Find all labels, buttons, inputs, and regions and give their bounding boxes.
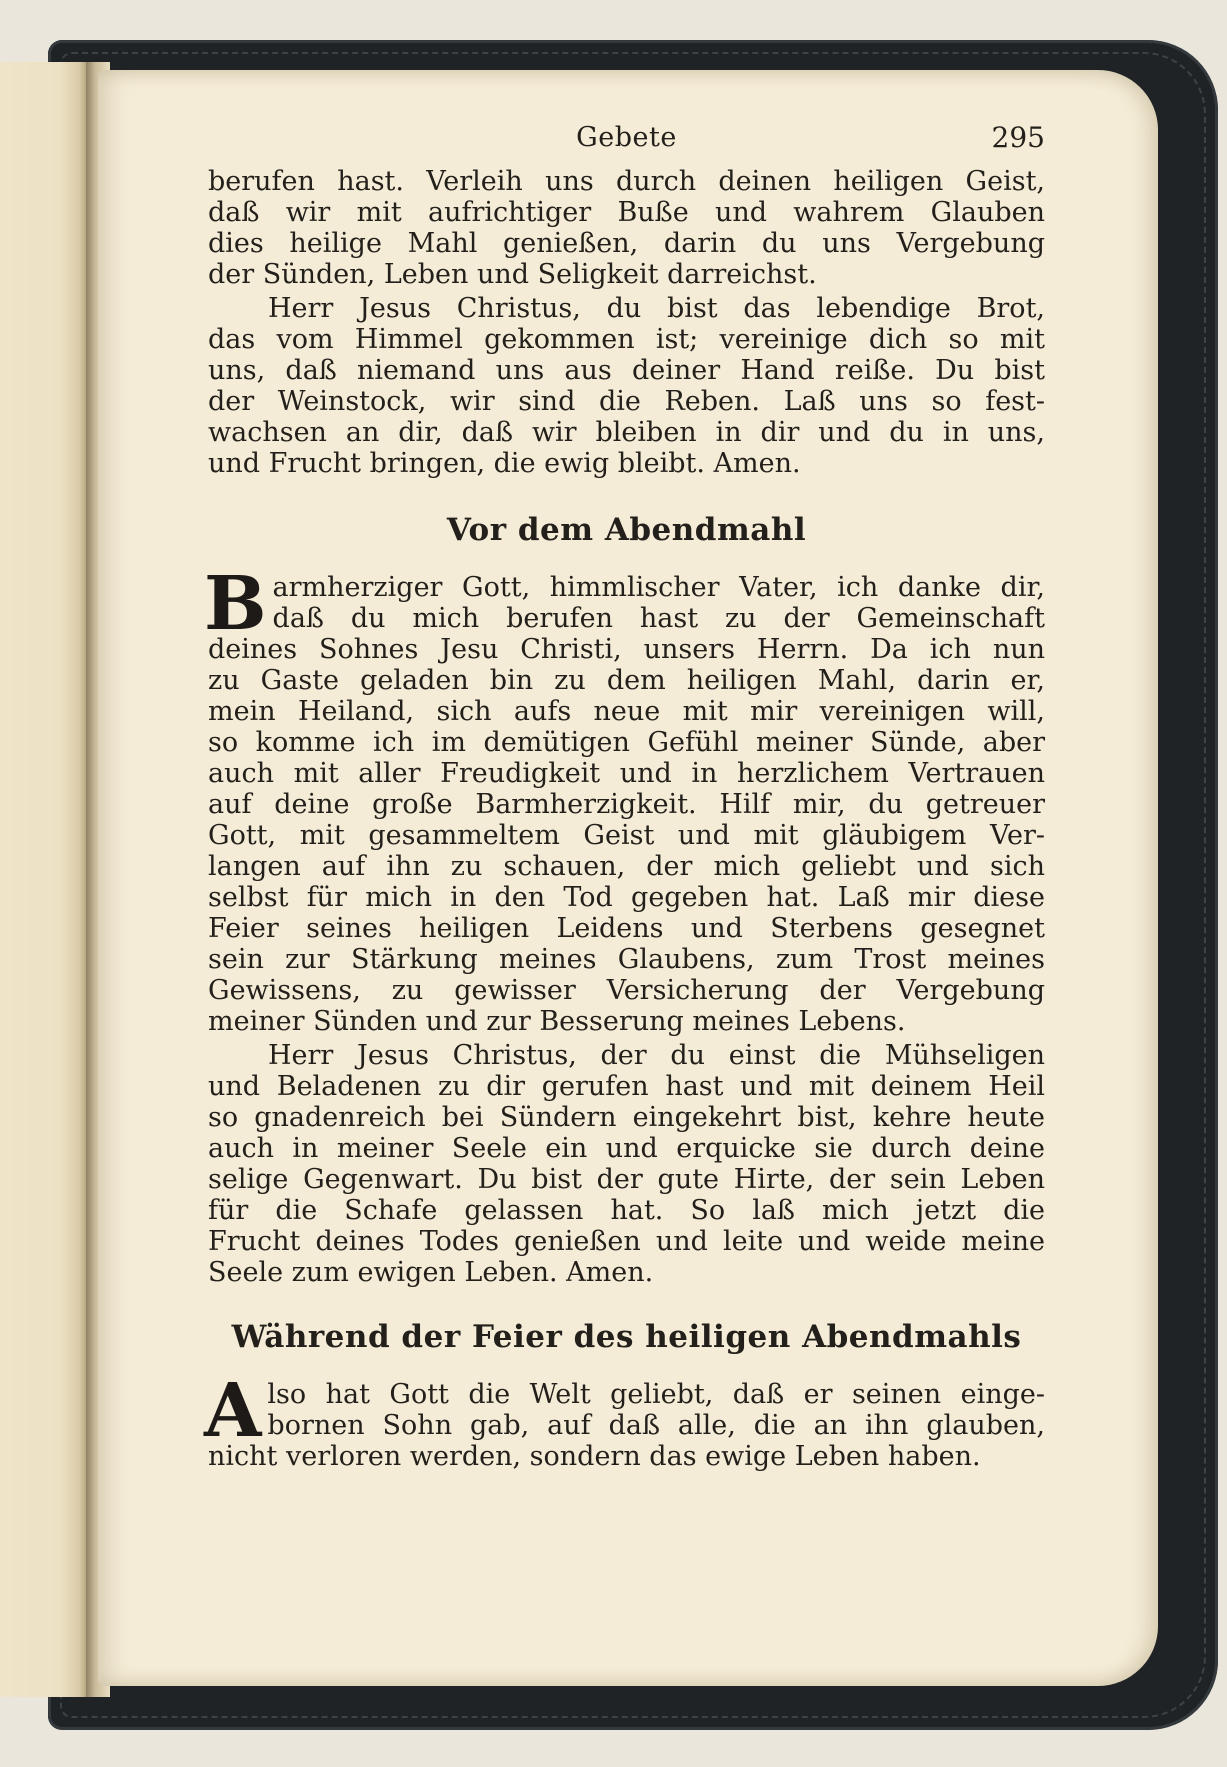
text-line: auch mit aller Freudigkeit und in herzlichem Vertrauen — [208, 758, 1045, 789]
text-line: deines Sohnes Jesu Christi, unsers Herrn. Da ich nun — [208, 634, 1045, 665]
text-line: mein Heiland, sich aufs neue mit mir vereinigen will, — [208, 696, 1045, 727]
text-line: Gott, mit gesammeltem Geist und mit gläubigem Ver- — [208, 820, 1045, 851]
running-title: Gebete — [576, 122, 677, 153]
text-line: selige Gegenwart. Du bist der gute Hirte, der sein Leben — [208, 1164, 1045, 1195]
text-line: meiner Sünden und zur Besserung meines Lebens. — [208, 1006, 906, 1037]
text-line: selbst für mich in den Tod gegeben hat. Laß mir diese — [208, 882, 1045, 913]
paragraph-continuation — [208, 166, 1045, 290]
paragraph-good-shepherd — [208, 1040, 1045, 1288]
text-line: lso hat Gott die Welt geliebt, daß er seinen einge- — [267, 1379, 1045, 1410]
text-line: für die Schafe gelassen hat. So laß mich jetzt die — [208, 1195, 1045, 1226]
text-line: uns, daß niemand uns aus deiner Hand reiße. Du bist — [208, 355, 1045, 386]
text-line: sein zur Stärkung meines Glaubens, zum Trost meines — [208, 944, 1045, 975]
text-line: daß wir mit aufrichtiger Buße und wahrem Glauben — [208, 197, 1045, 228]
text-line: wachsen an dir, daß wir bleiben in dir und du in uns, — [208, 417, 1045, 448]
text-line: nicht verloren werden, sondern das ewige Leben haben. — [208, 1441, 981, 1472]
text-line: der Weinstock, wir sind die Reben. Laß uns so fest- — [208, 386, 1045, 417]
text-line: und Frucht bringen, die ewig bleibt. Amen. — [208, 448, 801, 479]
paragraph-prayer-before-communion — [204, 561, 1045, 1037]
text-line: Frucht deines Todes genießen und leite und weide meine — [208, 1226, 1045, 1257]
text-line: Herr Jesus Christus, du bist das lebendige Brot, — [268, 293, 1045, 324]
text-line: Gewissens, zu gewisser Versicherung der Vergebung — [208, 975, 1045, 1006]
text-line: das vom Himmel gekommen ist; vereinige dich so mit — [208, 324, 1045, 355]
section-heading-during-communion: Während der Feier des heiligen Abendmahls — [231, 1319, 1022, 1355]
text-line: bornen Sohn gab, auf daß alle, die an ihn glauben, — [267, 1410, 1045, 1441]
text-line: zu Gaste geladen bin zu dem heiligen Mahl, darin er, — [208, 665, 1045, 696]
text-line: berufen hast. Verleih uns durch deinen heiligen Geist, — [208, 166, 1045, 197]
drop-cap: B — [204, 561, 267, 647]
paragraph-bread-of-life — [208, 293, 1045, 479]
section-heading-before-communion: Vor dem Abendmahl — [446, 512, 807, 548]
left-page-edge — [0, 62, 86, 1697]
text-line: auf deine große Barmherzigkeit. Hilf mir, du getreuer — [208, 789, 1045, 820]
text-line: Seele zum ewigen Leben. Amen. — [208, 1257, 654, 1288]
text-line: und Beladenen zu dir gerufen hast und mit deinem Heil — [208, 1071, 1045, 1102]
page-content — [204, 121, 1045, 1475]
running-header — [208, 122, 1045, 158]
text-line: dies heilige Mahl genießen, darin du uns Vergebung — [208, 228, 1045, 259]
book-page — [98, 70, 1158, 1686]
text-line: so gnadenreich bei Sündern eingekehrt bist, kehre heute — [208, 1102, 1045, 1133]
text-line: so komme ich im demütigen Gefühl meiner Sünde, aber — [208, 727, 1045, 758]
text-line: daß du mich berufen hast zu der Gemeinschaft — [272, 603, 1045, 634]
page-number: 295 — [991, 121, 1045, 154]
text-line: Feier seines heiligen Leidens und Sterbens gesegnet — [208, 913, 1045, 944]
text-line: langen auf ihn zu schauen, der mich geliebt und sich — [208, 851, 1045, 882]
text-line: Herr Jesus Christus, der du einst die Mühseligen — [268, 1040, 1045, 1071]
paragraph-john-3-16 — [204, 1368, 1045, 1472]
text-line: der Sünden, Leben und Seligkeit darreichst. — [208, 259, 817, 290]
drop-cap: A — [204, 1368, 262, 1454]
text-line: auch in meiner Seele ein und erquicke sie durch deine — [208, 1133, 1045, 1164]
text-line: armherziger Gott, himmlischer Vater, ich danke dir, — [272, 572, 1045, 603]
